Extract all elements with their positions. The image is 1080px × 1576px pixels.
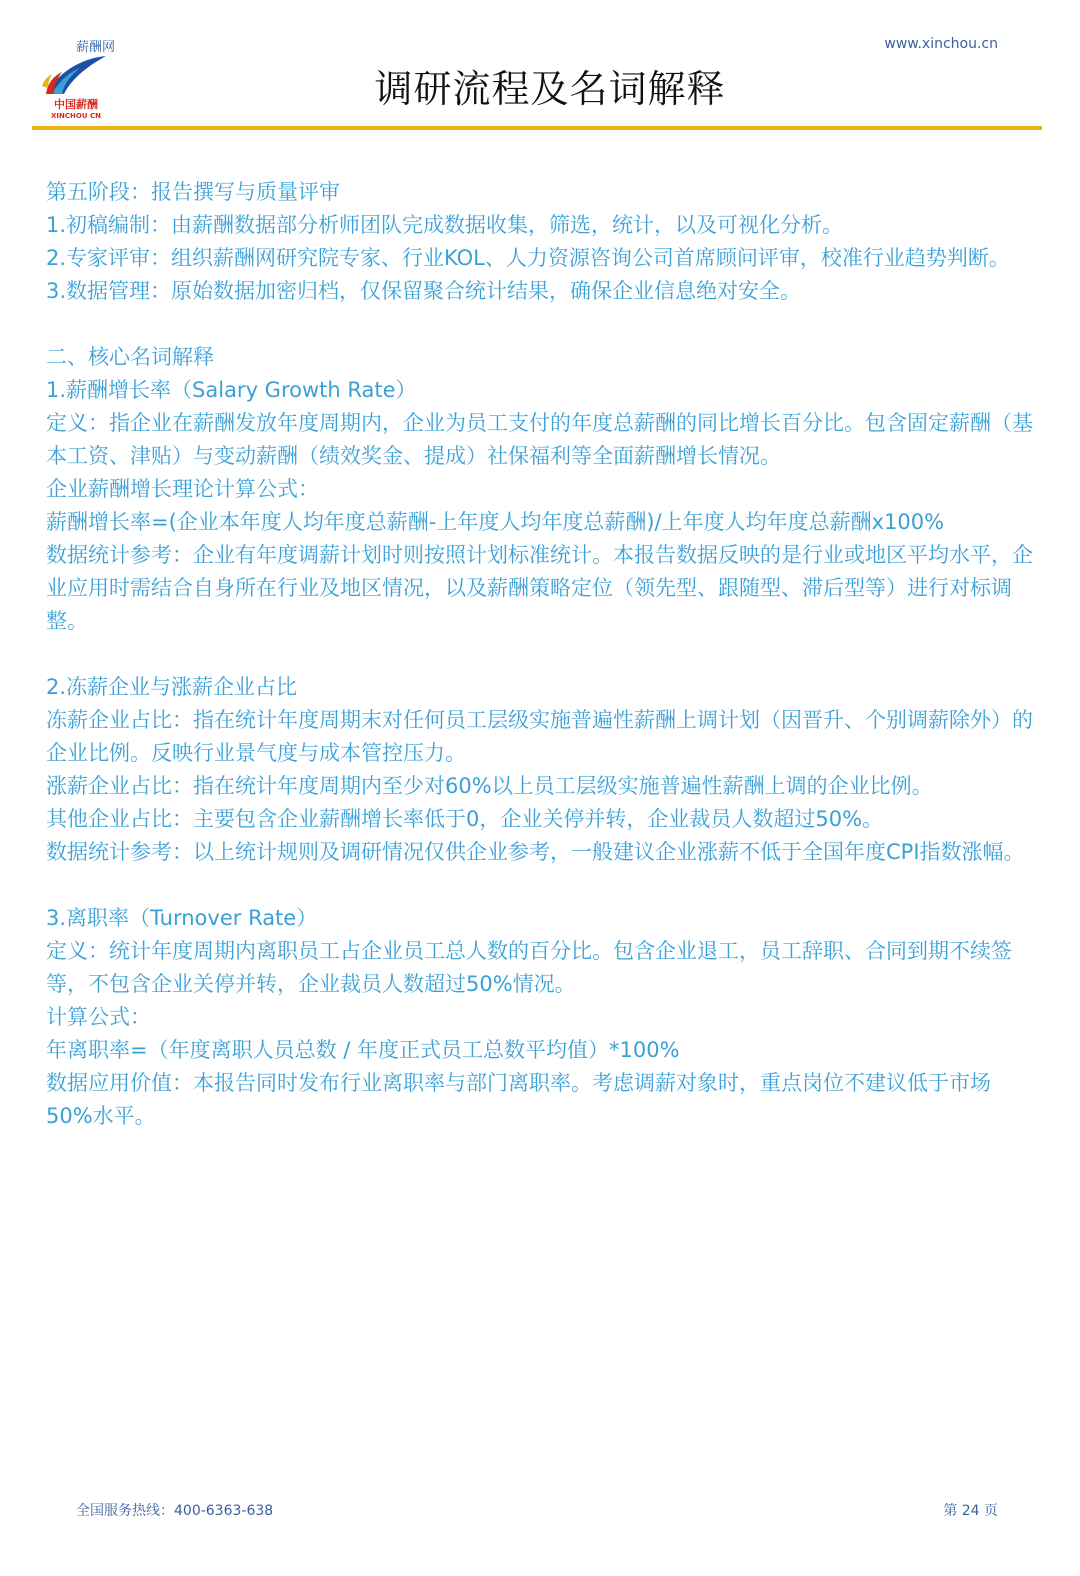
salary-growth-reference: 数据统计参考：企业有年度调薪计划时则按照计划标准统计。本报告数据反映的是行业或地区平均水平，企业应用时需结合自身所在行业及地区情况，以及薪酬策略定位（领先型、跟随型、滞后型等）进行对标调整。 [46, 543, 1033, 633]
salary-growth-formula-label: 企业薪酬增长理论计算公式： [46, 477, 319, 501]
turnover-formula-label: 计算公式： [46, 1005, 151, 1029]
salary-growth-formula: 薪酬增长率=(企业本年度人均年度总薪酬-上年度人均年度总薪酬)/上年度人均年度总薪酬x100% [46, 510, 945, 534]
document-body [46, 176, 1036, 1133]
freeze-raise-title: 2.冻薪企业与涨薪企业占比 [46, 675, 298, 699]
stage5-heading: 第五阶段：报告撰写与质量评审 [46, 180, 340, 204]
spacer [46, 869, 1036, 902]
turnover-formula: 年离职率=（年度离职人员总数 / 年度正式员工总数平均值）*100% [46, 1038, 680, 1062]
other-ratio-definition: 其他企业占比：主要包含企业薪酬增长率低于0，企业关停并转，企业裁员人数超过50%。 [46, 807, 884, 831]
brand-name: 薪酬网 [76, 40, 116, 55]
freeze-raise-reference: 数据统计参考：以上统计规则及调研情况仅供企业参考，一般建议企业涨薪不低于全国年度CPI指数涨幅。 [46, 840, 1025, 864]
stage5-item-2: 2.专家评审：组织薪酬网研究院专家、行业KOL、人力资源咨询公司首席顾问评审，校准行业趋势判断。 [46, 246, 1010, 270]
website-link[interactable]: www.xinchou.cn [884, 36, 998, 52]
salary-growth-title: 1.薪酬增长率（Salary Growth Rate） [46, 378, 417, 402]
turnover-title: 3.离职率（Turnover Rate） [46, 906, 318, 930]
header-divider [32, 126, 1042, 130]
terms-heading: 二、核心名词解释 [46, 345, 214, 369]
raise-ratio-definition: 涨薪企业占比：指在统计年度周期内至少对60%以上员工层级实施普遍性薪酬上调的企业比例。 [46, 774, 933, 798]
spacer [46, 308, 1036, 341]
turnover-application: 数据应用价值：本报告同时发布行业离职率与部门离职率。考虑调薪对象时，重点岗位不建议低于市场50%水平。 [46, 1071, 991, 1128]
stage5-item-1: 1.初稿编制：由薪酬数据部分析师团队完成数据收集，筛选，统计，以及可视化分析。 [46, 213, 844, 237]
page-title: 调研流程及名词解释 [374, 67, 726, 111]
logo-en-text: XINCHOU CN [51, 112, 101, 120]
freeze-ratio-definition: 冻薪企业占比：指在统计年度周期末对任何员工层级实施普遍性薪酬上调计划（因晋升、个别调薪除外）的企业比例。反映行业景气度与成本管控压力。 [46, 708, 1033, 765]
page-header [0, 0, 1080, 135]
page-number: 第 24 页 [943, 1503, 998, 1519]
stage5-item-3: 3.数据管理：原始数据加密归档，仅保留聚合统计结果，确保企业信息绝对安全。 [46, 279, 802, 303]
spacer [46, 638, 1036, 671]
turnover-definition: 定义：统计年度周期内离职员工占企业员工总人数的百分比。包含企业退工，员工辞职、合同到期不续签等，不包含企业关停并转，企业裁员人数超过50%情况。 [46, 939, 1012, 996]
service-hotline: 全国服务热线：400-6363-638 [76, 1503, 274, 1519]
salary-growth-definition: 定义：指企业在薪酬发放年度周期内，企业为员工支付的年度总薪酬的同比增长百分比。包含固定薪酬（基本工资、津贴）与变动薪酬（绩效奖金、提成）社保福利等全面薪酬增长情况。 [46, 411, 1033, 468]
logo-cn-text: 中国薪酬 [54, 98, 98, 111]
